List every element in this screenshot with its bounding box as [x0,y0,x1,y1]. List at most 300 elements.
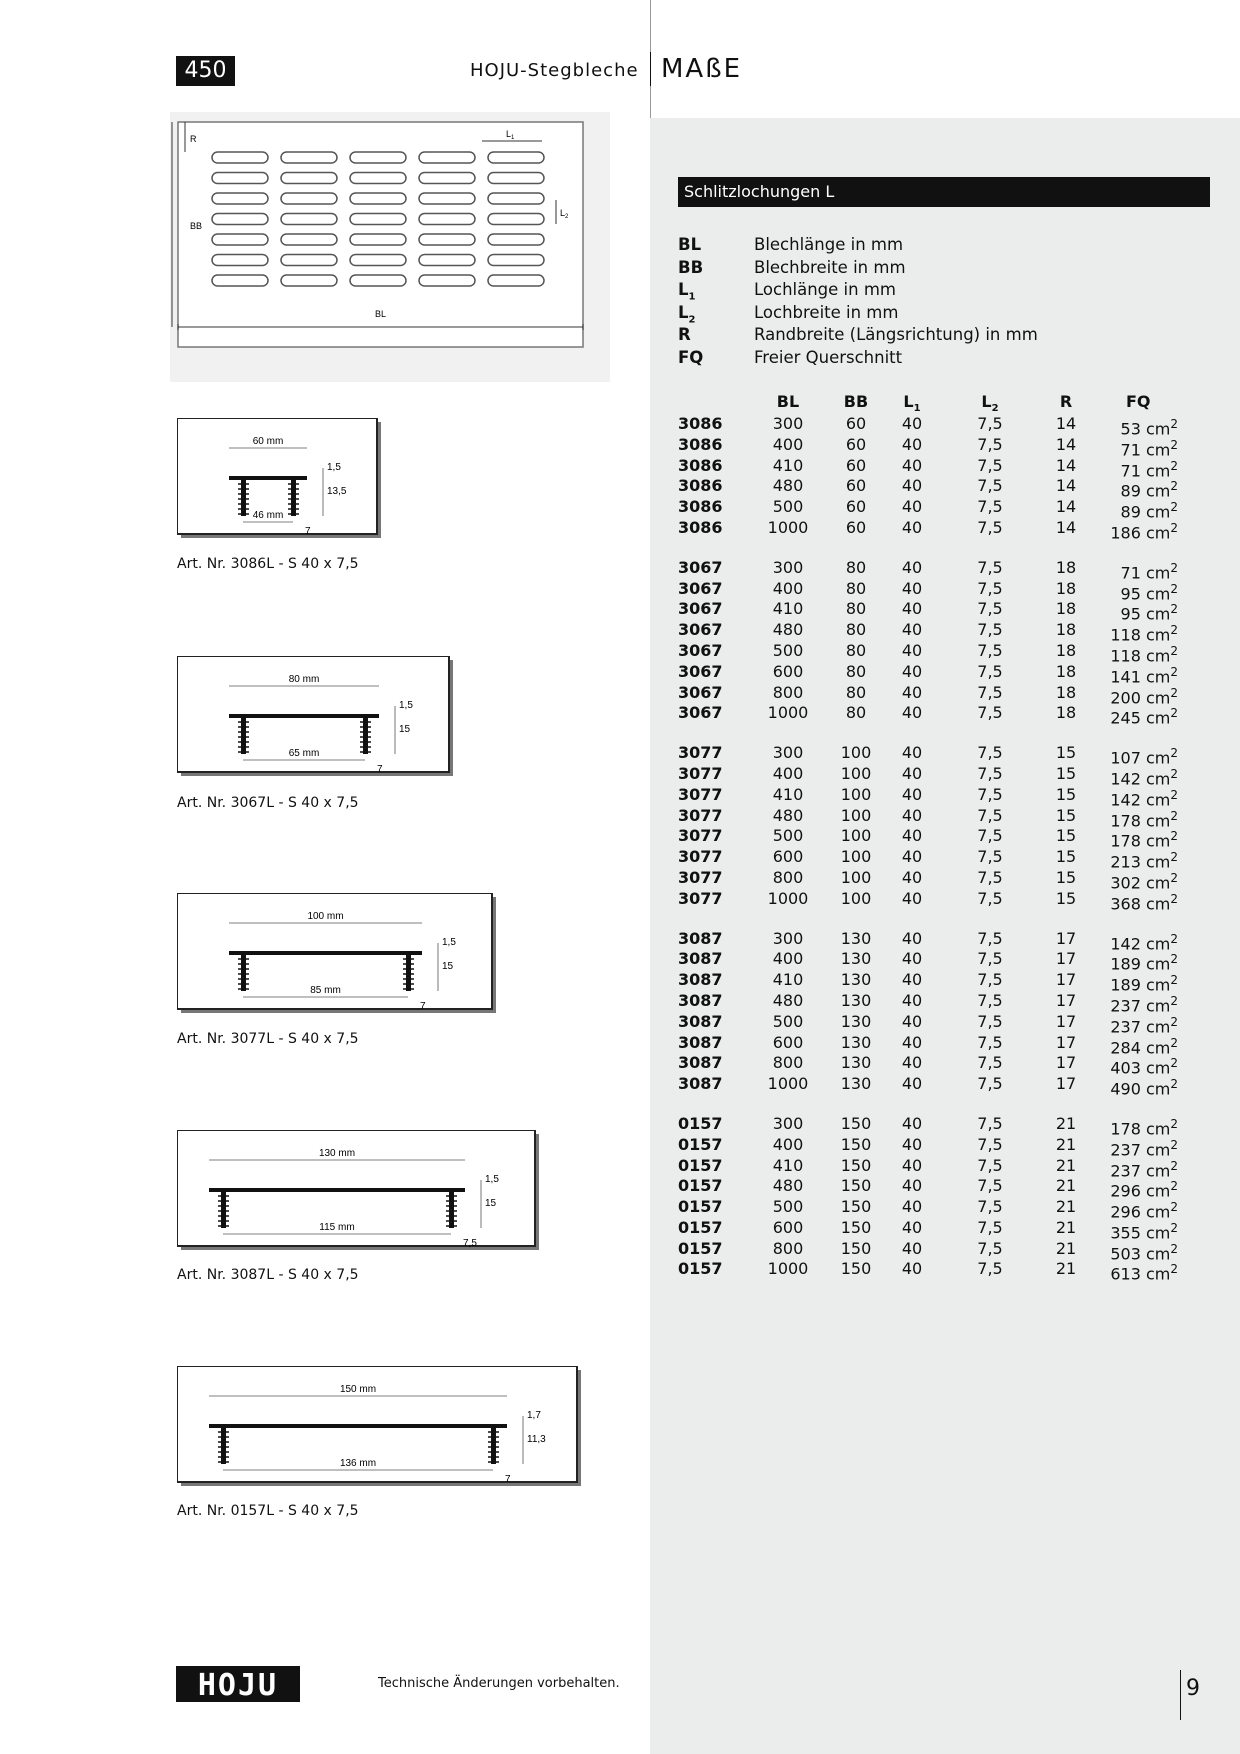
cell-article: 3087 [678,928,723,948]
cell-l1: 40 [901,1197,923,1217]
slot-hole [212,255,268,266]
cell-bb: 150 [840,1176,872,1196]
slot-hole [281,173,337,184]
cell-bl: 500 [772,640,804,660]
cell-bl: 410 [772,970,804,990]
cell-l2: 7,5 [977,1113,1003,1133]
cell-article: 3067 [678,578,723,598]
cell-fq: 237 $cm^2$ [1110,1014,1178,1037]
cell-fq: 213 $cm^2$ [1110,850,1178,872]
cell-l2: 7,5 [977,928,1003,948]
cell-l2: 7,5 [977,1074,1003,1094]
cell-r: 18 [1055,661,1077,681]
cell-l1: 40 [901,414,923,433]
slot-hole [350,214,406,225]
cell-l1: 40 [901,847,923,867]
cell-bb: 150 [840,1238,872,1258]
cell-r: 18 [1055,599,1077,619]
cell-article: 0157 [678,1176,723,1196]
cell-bl: 480 [772,1176,804,1196]
slot-hole [488,234,544,245]
cell-article: 3077 [678,867,723,887]
slot-hole [212,193,268,204]
cell-r: 18 [1055,557,1077,577]
cell-l1: 40 [901,476,923,496]
cell-bb: 130 [840,1011,872,1031]
cell-r: 14 [1055,434,1077,454]
cell-fq: 186 $cm^2$ [1110,520,1178,543]
profile-drawing [177,1366,583,1490]
cell-r: 21 [1055,1197,1077,1217]
cell-r: 17 [1055,970,1077,990]
cell-fq: 237 $cm^2$ [1110,1158,1178,1180]
cell-l1: 40 [901,990,923,1010]
cell-l1: 40 [901,1032,923,1052]
dim-label-1: 1,7 [527,1410,541,1421]
cell-l2: 7,5 [977,517,1003,537]
cell-l1: 40 [901,826,923,846]
cell-fq: 245 $cm^2$ [1110,706,1178,728]
cell-r: 18 [1055,682,1077,702]
cell-l1: 40 [901,1113,923,1133]
overview-label-l2: $L_2$ [560,208,569,220]
cell-article: 3087 [678,1011,723,1031]
legend-description: Lochbreite in mm [754,302,899,322]
bottom-width-label: 115 mm [319,1222,355,1233]
slot-hole [419,152,475,163]
profile-top-flange [229,951,422,955]
cell-bl: 500 [772,826,804,846]
cell-l1: 40 [901,1011,923,1031]
profile-right-leg [491,1424,496,1464]
bottom-width-label: 85 mm [310,985,341,996]
cell-bl: 400 [772,763,804,783]
cell-bb: 60 [845,497,867,517]
legend-description: Blechlänge in mm [754,235,904,254]
cell-fq: 107 $cm^2$ [1110,746,1178,768]
slot-hole [350,255,406,266]
cell-bb: 150 [840,1197,872,1217]
cell-r: 15 [1055,784,1077,804]
slot-hole [212,275,268,286]
footer-note: Technische Änderungen vorbehalten. [378,1676,620,1691]
cell-bl: 800 [772,682,804,702]
cell-bl: 500 [772,497,804,517]
top-width-label: 100 mm [307,911,344,922]
cell-article: 3087 [678,990,723,1010]
cell-fq: 142 $cm^2$ [1110,931,1178,953]
header-bl: BL [776,392,800,411]
cell-r: 21 [1055,1238,1077,1258]
svg-text:HOJU: HOJU [197,1668,279,1703]
cell-bl: 400 [772,578,804,598]
top-width-label: 80 mm [288,674,320,685]
cell-bb: 80 [845,599,867,619]
cell-fq: 118 $cm^2$ [1110,623,1178,645]
cell-bb: 150 [840,1134,872,1154]
dim-label-1: 1,5 [327,462,341,473]
slot-hole [419,275,475,286]
legend-description: Blechbreite in mm [754,257,906,277]
cell-fq: 141 $cm^2$ [1110,664,1178,687]
cell-article: 3077 [678,888,723,908]
cell-l1: 40 [901,763,923,783]
cell-fq: 142 $cm^2$ [1110,787,1178,810]
cell-bb: 80 [845,620,867,640]
cell-l1: 40 [901,1134,923,1154]
legend-symbol: $L_2$ [678,302,696,325]
cell-bl: 410 [772,455,804,475]
cell-l2: 7,5 [977,784,1003,804]
cell-r: 21 [1055,1113,1077,1133]
cell-article: 3077 [678,784,723,804]
header-l2: $L_2$ [981,392,999,415]
cell-l1: 40 [901,578,923,598]
dim-label-3: 7 [305,526,311,537]
cell-l2: 7,5 [977,826,1003,846]
cell-bb: 100 [840,763,872,783]
cell-r: 15 [1055,743,1077,763]
cell-l1: 40 [901,1176,923,1196]
cell-fq: 302 $cm^2$ [1110,870,1178,893]
cell-article: 0157 [678,1217,723,1237]
cell-r: 18 [1055,640,1077,660]
cell-bb: 60 [845,455,867,475]
cell-bl: 300 [772,743,804,763]
cell-l1: 40 [901,434,923,454]
slot-hole [281,275,337,286]
cell-l1: 40 [901,970,923,990]
top-width-label: 60 mm [252,436,284,447]
cell-article: 3086 [678,434,723,454]
cell-bl: 1000 [767,1259,809,1279]
slot-hole [212,214,268,225]
cell-article: 3086 [678,497,723,517]
slot-hole [488,193,544,204]
page-number-badge: 450 [176,56,235,86]
cell-fq: 503 $cm^2$ [1110,1241,1178,1264]
cell-article: 0157 [678,1197,723,1217]
cell-r: 15 [1055,805,1077,825]
cell-bb: 130 [840,990,872,1010]
cell-r: 14 [1055,497,1077,517]
cell-article: 0157 [678,1113,723,1133]
profile-drawing [177,1130,541,1254]
cell-fq: 142 $cm^2$ [1110,766,1178,789]
cell-article: 3077 [678,805,723,825]
cell-l2: 7,5 [977,888,1003,908]
cell-r: 17 [1055,1074,1077,1094]
dim-label-1: 1,5 [399,700,413,711]
cell-l2: 7,5 [977,805,1003,825]
cell-l2: 7,5 [977,763,1003,783]
cell-bb: 100 [840,784,872,804]
dim-label-3: 7 [377,764,383,775]
cell-l2: 7,5 [977,1053,1003,1073]
footer-page-number: 9 [1186,1676,1200,1701]
cell-article: 3086 [678,517,723,537]
cell-r: 17 [1055,1053,1077,1073]
cell-l2: 7,5 [977,682,1003,702]
cell-l1: 40 [901,1155,923,1175]
profile-right-leg [449,1188,454,1228]
cell-bl: 1000 [767,517,809,537]
cell-article: 3087 [678,970,723,990]
slot-hole [281,234,337,245]
slot-hole [488,275,544,286]
cell-l1: 40 [901,517,923,537]
cell-l2: 7,5 [977,640,1003,660]
slot-hole [350,275,406,286]
cell-r: 15 [1055,847,1077,867]
cell-fq: 178 $cm^2$ [1110,1116,1178,1139]
cell-fq: 71 $cm^2$ [1120,458,1178,480]
cell-l1: 40 [901,557,923,577]
cell-bb: 130 [840,928,872,948]
cell-l2: 7,5 [977,1032,1003,1052]
cell-bb: 100 [840,743,872,763]
cell-bl: 410 [772,1155,804,1175]
cell-fq: 95 $cm^2$ [1120,581,1178,603]
cell-bb: 100 [840,888,872,908]
cell-bb: 130 [840,1074,872,1094]
slot-hole [212,152,268,163]
cell-article: 0157 [678,1238,723,1258]
dim-label-1: 1,5 [485,1174,499,1185]
cell-bb: 60 [845,434,867,454]
slot-hole [212,234,268,245]
cell-l2: 7,5 [977,1155,1003,1175]
cell-l2: 7,5 [977,703,1003,723]
legend-symbol: FQ [678,347,704,367]
cell-article: 3077 [678,847,723,867]
cell-r: 18 [1055,578,1077,598]
cell-fq: 71 $cm^2$ [1120,560,1178,583]
slot-hole [350,234,406,245]
cell-bl: 410 [772,599,804,619]
cell-article: 3077 [678,826,723,846]
cell-l2: 7,5 [977,1011,1003,1031]
cell-l2: 7,5 [977,1176,1003,1196]
cell-l2: 7,5 [977,661,1003,681]
cell-bb: 80 [845,661,867,681]
profile-right-leg [291,476,296,516]
slot-hole [419,214,475,225]
cell-r: 17 [1055,949,1077,969]
legend-symbol: R [678,325,691,344]
footer-divider [1180,1670,1181,1720]
cell-l2: 7,5 [977,949,1003,969]
bottom-width-label: 46 mm [252,510,284,521]
slot-hole [419,193,475,204]
cell-fq: 200 $cm^2$ [1110,685,1178,707]
cell-r: 17 [1055,928,1077,948]
cell-bl: 300 [772,414,804,433]
cell-bl: 1000 [767,888,809,908]
profile-left-leg [221,1424,226,1464]
cell-l1: 40 [901,805,923,825]
cell-r: 18 [1055,620,1077,640]
cell-fq: 95 $cm^2$ [1120,602,1178,624]
cell-bl: 500 [772,1011,804,1031]
cell-l2: 7,5 [977,743,1003,763]
profile-drawing [177,893,498,1017]
cell-r: 14 [1055,455,1077,475]
top-width-label: 150 mm [339,1384,377,1395]
cell-l1: 40 [901,888,923,908]
cell-l1: 40 [901,1074,923,1094]
cell-r: 14 [1055,517,1077,537]
header-l1: $L_1$ [903,392,921,415]
profile-left-leg [221,1188,226,1228]
cell-l1: 40 [901,455,923,475]
cell-l2: 7,5 [977,1197,1003,1217]
slot-hole [281,255,337,266]
cell-article: 3067 [678,557,723,577]
cell-l2: 7,5 [977,1238,1003,1258]
cell-bb: 150 [840,1155,872,1175]
cell-l1: 40 [901,620,923,640]
cell-l1: 40 [901,661,923,681]
section-title-bar: Schlitzlochungen L [678,177,1210,207]
cell-bb: 80 [845,703,867,723]
cell-article: 3087 [678,1032,723,1052]
cell-article: 3067 [678,640,723,660]
cell-l2: 7,5 [977,620,1003,640]
section-heading: MAßE [661,54,743,84]
cell-r: 15 [1055,763,1077,783]
cell-article: 3087 [678,1074,723,1094]
slot-hole [488,255,544,266]
cell-bl: 600 [772,1217,804,1237]
cell-l1: 40 [901,497,923,517]
cell-bl: 1000 [767,1074,809,1094]
profile-caption: Art. Nr. 3086L - S 40 x 7,5 [177,556,359,572]
cell-r: 21 [1055,1259,1077,1279]
slot-hole [212,173,268,184]
profile-top-flange [229,714,379,718]
cell-bb: 60 [845,476,867,496]
cell-bl: 480 [772,476,804,496]
cell-l1: 40 [901,682,923,702]
cell-l2: 7,5 [977,990,1003,1010]
cell-fq: 189 $cm^2$ [1110,952,1178,974]
header-fq: FQ [1126,392,1151,411]
cell-article: 3077 [678,763,723,783]
dim-label-1: 1,5 [442,937,456,948]
dim-label-3: 7,5 [463,1238,477,1249]
cell-article: 3087 [678,1053,723,1073]
cell-r: 15 [1055,867,1077,887]
slot-hole [419,255,475,266]
cell-l2: 7,5 [977,455,1003,475]
cell-r: 15 [1055,888,1077,908]
slot-hole [350,152,406,163]
legend-symbol: $L_1$ [678,280,696,303]
slot-hole [281,214,337,225]
cell-article: 3086 [678,455,723,475]
profile-caption: Art. Nr. 0157L - S 40 x 7,5 [177,1503,359,1519]
profile-left-leg [241,714,246,754]
cell-l1: 40 [901,640,923,660]
cell-article: 0157 [678,1259,723,1279]
cell-article: 3067 [678,620,723,640]
cell-l2: 7,5 [977,1217,1003,1237]
dim-label-3: 7 [505,1474,511,1485]
cell-fq: 71 $cm^2$ [1120,437,1178,460]
cell-r: 14 [1055,476,1077,496]
cell-l1: 40 [901,599,923,619]
cell-bb: 100 [840,805,872,825]
cell-bl: 400 [772,1134,804,1154]
cell-l2: 7,5 [977,867,1003,887]
cell-article: 3067 [678,661,723,681]
cell-bl: 400 [772,434,804,454]
cell-bl: 480 [772,805,804,825]
cell-l1: 40 [901,1238,923,1258]
profile-left-leg [241,476,246,516]
legend-description: Randbreite (Längsrichtung) in mm [754,325,1038,344]
slot-hole [350,173,406,184]
slot-hole [281,152,337,163]
slot-hole [350,193,406,204]
legend-description: Freier Querschnitt [754,347,903,367]
cell-fq: 89 $cm^2$ [1120,479,1178,501]
cell-l1: 40 [901,1259,923,1279]
slot-hole [488,214,544,225]
cell-l2: 7,5 [977,476,1003,496]
profile-caption: Art. Nr. 3067L - S 40 x 7,5 [177,795,359,811]
cell-l1: 40 [901,1053,923,1073]
cell-bl: 480 [772,990,804,1010]
header-bb: BB [843,392,869,411]
cell-fq: 89 $cm^2$ [1120,500,1178,522]
slot-hole [488,173,544,184]
cell-fq: 178 $cm^2$ [1110,829,1178,851]
dim-label-2: 15 [442,961,454,972]
cell-bb: 80 [845,578,867,598]
slot-hole [419,234,475,245]
cell-r: 21 [1055,1134,1077,1154]
header-r: R [1059,392,1073,411]
slot-hole [281,193,337,204]
cell-r: 15 [1055,826,1077,846]
cell-bb: 150 [840,1259,872,1279]
profile-top-flange [209,1424,507,1428]
cell-bb: 60 [845,517,867,537]
overview-label-bb: BB [190,221,203,231]
cell-l2: 7,5 [977,599,1003,619]
cell-r: 17 [1055,1011,1077,1031]
cell-bl: 600 [772,847,804,867]
cell-r: 17 [1055,1032,1077,1052]
cell-article: 3086 [678,414,723,433]
cell-r: 21 [1055,1176,1077,1196]
cell-fq: 178 $cm^2$ [1110,808,1178,830]
slot-hole [419,173,475,184]
profile-drawing [177,418,383,542]
dim-label-2: 13,5 [327,486,347,497]
hoju-logo [176,1664,300,1704]
plate-overview-drawing [170,112,610,382]
cell-bl: 480 [772,620,804,640]
cell-fq: 118 $cm^2$ [1110,643,1178,666]
profile-caption: Art. Nr. 3087L - S 40 x 7,5 [177,1267,359,1283]
cell-bb: 130 [840,949,872,969]
cell-l2: 7,5 [977,557,1003,577]
cell-l1: 40 [901,928,923,948]
bottom-width-label: 136 mm [339,1458,377,1469]
